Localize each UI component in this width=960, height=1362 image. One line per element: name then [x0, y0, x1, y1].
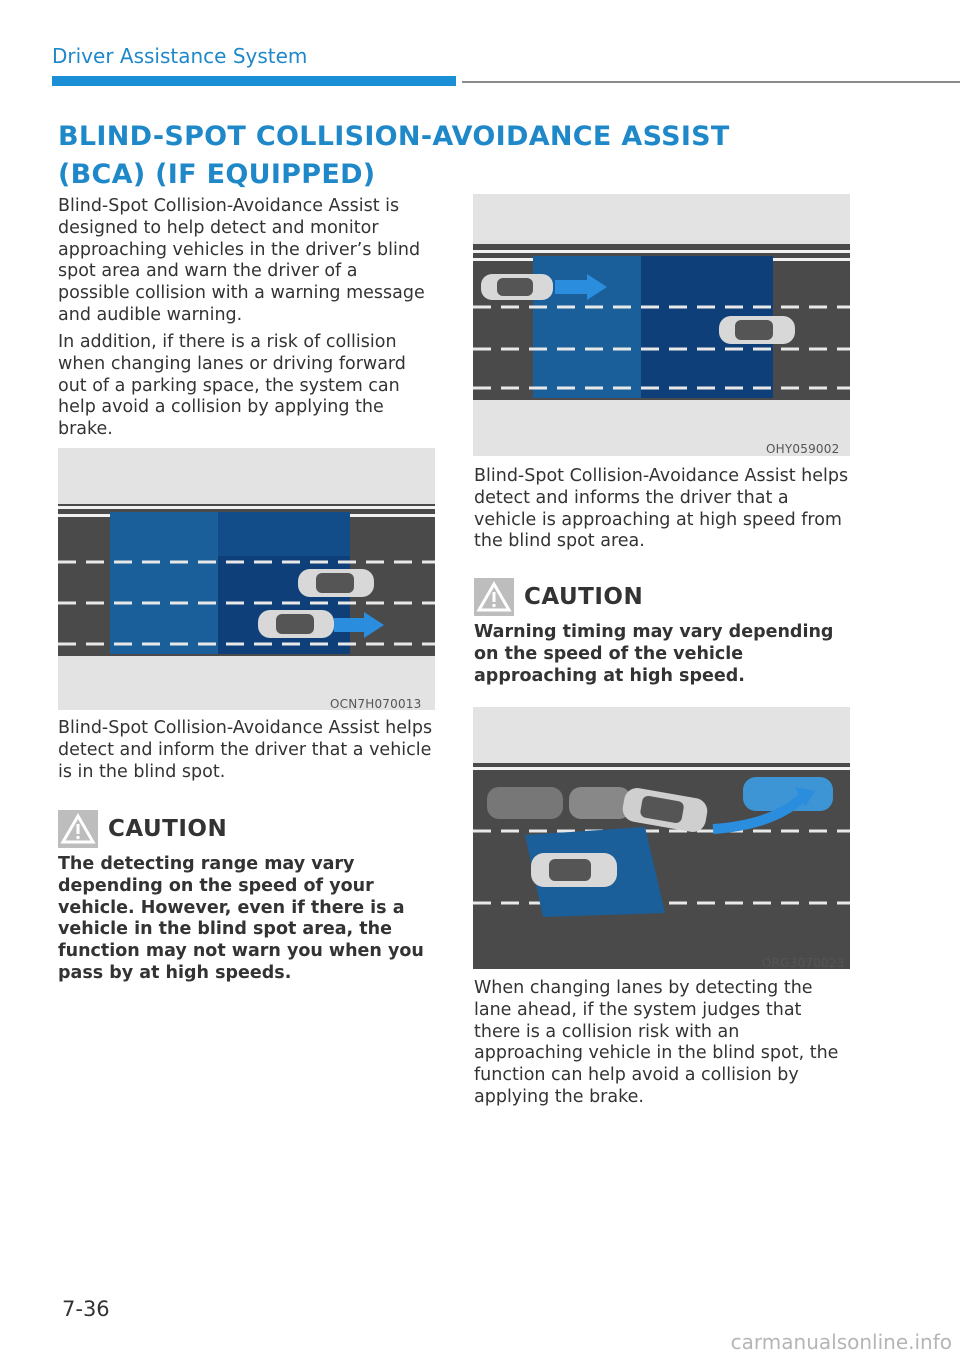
figure-lane-change-braking	[473, 707, 850, 969]
car-icon	[531, 853, 617, 887]
car-icon	[719, 316, 795, 344]
watermark: carmanualsonline.info	[730, 1330, 952, 1354]
figure2-code: ORG3070023	[762, 956, 845, 970]
figure-blind-spot-detection-illustration	[58, 448, 435, 710]
car-icon	[298, 569, 374, 597]
figure-blind-spot-detection	[58, 448, 435, 710]
caution-label: CAUTION	[108, 816, 228, 842]
car-icon	[481, 274, 553, 300]
figure1-caption: Blind-Spot Collision-Avoidance Assist helps detect and informs the driver that a vehicle is approaching at high speed from the blind spot area.	[474, 466, 849, 552]
warning-icon	[58, 810, 98, 848]
car-icon	[487, 787, 631, 819]
figure-caption: Blind-Spot Collision-Avoidance Assist helps detect and inform the driver that a vehicle is in the blind spot.	[58, 718, 433, 782]
figure-lane-change-braking-illustration	[473, 707, 850, 969]
figure-code: OCN7H070013	[330, 697, 422, 711]
header-accent-bar	[52, 76, 456, 86]
caution-text: The detecting range may vary depending on the speed of your vehicle. However, even if there is a vehicle in the blind spot area, the function may not warn you when you pass by at high speeds.	[58, 854, 424, 983]
figure-high-speed-approach-illustration	[473, 194, 850, 456]
caution-text-right: Warning timing may vary depending on the speed of the vehicle approaching at high speed.	[474, 622, 834, 686]
caution-label-right: CAUTION	[524, 584, 644, 610]
figure2-caption: When changing lanes by detecting the lane ahead, if the system judges that there is a collision risk with an approaching vehicle in the blind spot, the function can help avoid a collision by applying the brake.	[474, 978, 839, 1107]
figure-high-speed-approach	[473, 194, 850, 456]
section-header: Driver Assistance System	[52, 44, 308, 68]
page-number: 7-36	[62, 1297, 110, 1321]
intro-paragraph-1: Blind-Spot Collision-Avoidance Assist is designed to help detect and monitor approaching vehicles in the driver’s blind spot area and warn the driver of a possible collision with a warning message and audible warning.	[58, 196, 425, 325]
car-icon	[258, 610, 334, 638]
header-divider	[462, 81, 960, 83]
intro-paragraph-2: In addition, if there is a risk of collision when changing lanes or driving forward out of a parking space, the system can help avoid a collision by applying the brake.	[58, 332, 406, 440]
caution-heading-right	[474, 578, 643, 616]
figure1-code: OHY059002	[766, 442, 840, 456]
caution-heading	[58, 810, 227, 848]
warning-icon	[474, 578, 514, 616]
page-title: BLIND-SPOT COLLISION-AVOIDANCE ASSIST (BCA) (IF EQUIPPED)	[58, 121, 730, 190]
